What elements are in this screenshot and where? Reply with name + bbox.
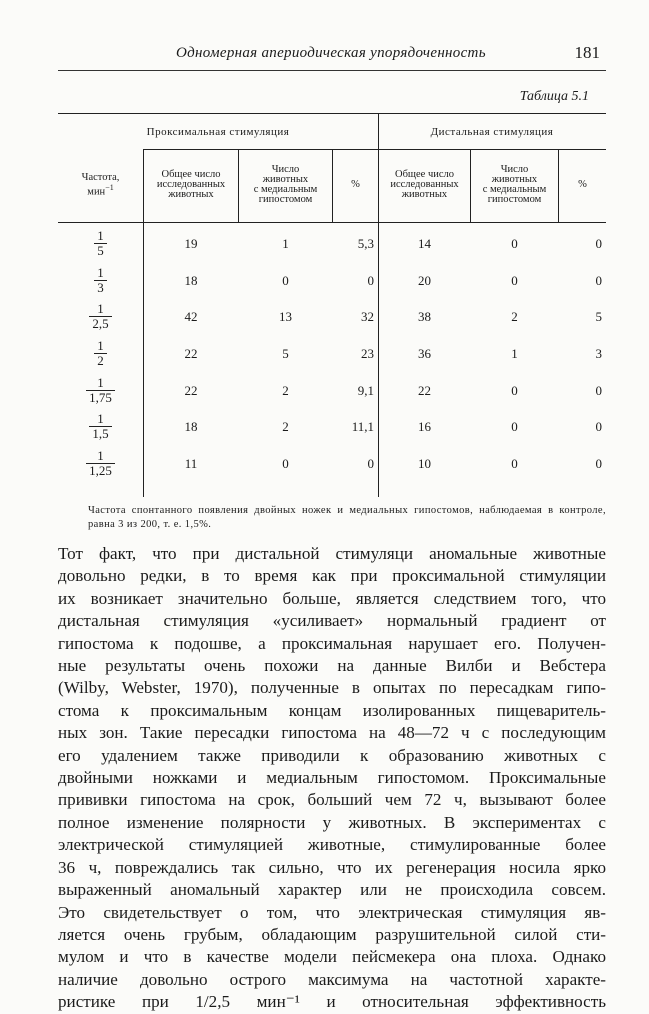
body-line: их возникает значительно больше, является следствием того, что	[58, 588, 606, 608]
frequency-cell	[58, 372, 143, 409]
body-line: гипостома к подошве, а проксимальная нарушает его. Получен-	[58, 633, 606, 653]
table-cell-p-pct: 0	[367, 272, 374, 288]
table-cell-p-total: 19	[184, 235, 198, 251]
frequency-fraction	[86, 376, 115, 405]
table-cell-p-total: 18	[184, 419, 198, 435]
col-head-pct-proximal: %	[351, 179, 360, 190]
table-cell-d-total: 16	[418, 419, 431, 435]
page-number: 181	[574, 43, 600, 62]
table-cell-d-pct: 3	[595, 345, 602, 361]
col-head-frequency-line1: Частота,	[81, 171, 120, 183]
body-line: мулом и что в качестве модели пейсмекера она плоха. Однако	[58, 947, 606, 967]
table-cell-p-pct: 11,1	[351, 419, 374, 435]
group-heading-proximal: Проксимальная стимуляция	[146, 125, 290, 138]
col-head-line: гипостомом	[487, 194, 542, 205]
body-line: его удалением также приводили к образованию животных с	[58, 745, 606, 765]
fraction-denominator: 1,25	[86, 463, 115, 478]
col-head-line: гипостомом	[258, 194, 313, 205]
frequency-cell	[58, 335, 143, 372]
table-label: Таблица 5.1	[519, 89, 589, 104]
table-cell-d-pct: 0	[595, 419, 602, 435]
table-cell-d-pct: 0	[595, 382, 602, 398]
body-line: 36 ч, повреждались так сильно, что их регенерация носила ярко	[58, 857, 606, 877]
fraction-denominator: 1,75	[86, 390, 115, 405]
col-head-line: Число	[271, 164, 300, 175]
col-head-pct-distal: %	[578, 179, 587, 190]
table-cell-d-count: 0	[511, 382, 518, 398]
body-line: Тот факт, что при дистальной стимуляци аномальные животные	[58, 544, 606, 563]
fraction-denominator: 2,5	[89, 316, 111, 331]
frequency-cell	[58, 262, 143, 299]
table-cell-d-pct: 5	[595, 309, 602, 325]
col-head-count-proximal	[239, 153, 332, 217]
col-head-line: животных	[401, 189, 448, 200]
page-header	[58, 38, 606, 71]
table-cell-p-total: 18	[184, 272, 198, 288]
col-head-line: с медиальным	[253, 184, 318, 195]
group-heading-distal: Дистальная стимуляция	[430, 125, 554, 138]
table-cell-p-pct: 0	[367, 456, 374, 472]
frequency-cell	[58, 298, 143, 335]
fraction-numerator: 1	[97, 337, 104, 353]
group-rule-distal	[378, 149, 606, 150]
frequency-fraction	[89, 412, 111, 441]
table-cell-p-total: 22	[184, 382, 198, 398]
body-text	[58, 543, 606, 1014]
table-cell-p-total: 22	[184, 345, 198, 361]
table-cell-d-total: 14	[418, 235, 431, 251]
frequency-cell	[58, 225, 143, 262]
table-cell-d-total: 10	[418, 456, 431, 472]
table-top-rule	[58, 113, 606, 114]
fraction-denominator: 3	[94, 280, 107, 295]
fraction-denominator: 5	[94, 243, 107, 258]
fraction-denominator: 1,5	[89, 426, 111, 441]
col-head-line: с медиальным	[482, 184, 547, 195]
col-head-frequency-unit-wrap	[87, 183, 113, 198]
table-cell-p-pct: 23	[361, 345, 374, 361]
body-line: довольно редки, в то время как при проксимальной стимуляции	[58, 566, 606, 586]
body-line: ристике при 1/2,5 мин⁻¹ и относительная эффективность	[58, 992, 606, 1012]
table-cell-p-count: 0	[282, 272, 289, 288]
col-head-count-distal	[471, 153, 558, 217]
col-head-frequency	[58, 153, 143, 217]
table-cell-p-pct: 9,1	[357, 382, 374, 398]
table-cell-d-count: 0	[511, 272, 518, 288]
col-head-line: Общее число	[161, 169, 221, 180]
table-cell-d-count: 0	[511, 419, 518, 435]
frequency-cell	[58, 409, 143, 446]
col-head-frequency-line2: мин	[87, 186, 106, 198]
fraction-numerator: 1	[97, 448, 104, 464]
col-head-line: животных	[168, 189, 214, 200]
table-cell-d-count: 0	[511, 456, 518, 472]
body-line: дистальная стимуляция «усиливает» нормальный градиент от	[58, 611, 606, 631]
table-cell-p-count: 1	[282, 235, 289, 251]
body-line: электрической стимуляцией животные, стимулированные более	[58, 835, 606, 855]
table-cell-d-count: 2	[511, 309, 518, 325]
body-line: двойными ножками и медиальным гипостомом. Проксимальные	[58, 768, 606, 788]
body-line: выраженный аномальный характер или не происходила совсем.	[58, 880, 606, 900]
running-title: Одномерная апериодическая упорядоченность	[176, 45, 486, 61]
fraction-numerator: 1	[97, 227, 104, 243]
fraction-numerator: 1	[97, 374, 104, 390]
col-head-frequency-exp: −1	[105, 182, 114, 192]
table-cell-p-pct: 32	[361, 309, 374, 325]
fraction-numerator: 1	[97, 411, 104, 427]
body-line: полное изменение полярности у животных. В экспериментах с	[58, 812, 606, 832]
body-line: стома к проксимальным концам изолированных пищеваритель-	[58, 700, 606, 720]
frequency-fraction	[94, 266, 107, 295]
table-cell-d-total: 36	[418, 345, 431, 361]
frequency-cell	[58, 445, 143, 482]
fraction-denominator: 2	[94, 353, 107, 368]
table-cell-d-count: 1	[511, 345, 518, 361]
col-head-total-proximal	[144, 153, 238, 217]
col-head-line: исследованных	[156, 179, 226, 190]
frequency-fraction	[94, 339, 107, 368]
header-bottom-rule	[58, 222, 606, 223]
table-cell-p-count: 0	[282, 456, 289, 472]
table-cell-d-pct: 0	[595, 456, 602, 472]
table-cell-d-total: 20	[418, 272, 431, 288]
table-cell-d-count: 0	[511, 235, 518, 251]
table-cell-p-count: 2	[282, 419, 289, 435]
frequency-fraction	[89, 302, 111, 331]
col-head-line: исследованных	[390, 179, 459, 190]
table-cell-p-count: 13	[279, 309, 292, 325]
table-cell-p-total: 11	[184, 456, 198, 472]
body-line: наличие довольно острого максимума на частотной характе-	[58, 969, 606, 989]
col-head-line: Число	[500, 164, 529, 175]
table-cell-d-pct: 0	[595, 272, 602, 288]
col-head-total-distal	[379, 153, 470, 217]
table-cell-p-count: 2	[282, 382, 289, 398]
body-line: ные результаты очень похожи на данные Вилби и Вебстера	[58, 656, 606, 676]
col-head-line: животных	[491, 174, 538, 185]
frequency-fraction	[94, 229, 107, 258]
frequency-fraction	[86, 449, 115, 478]
table-cell-p-pct: 5,3	[357, 235, 374, 251]
body-line: ляется очень грубым, обладающим разрушительной силой сти-	[58, 924, 606, 944]
body-line: прививки гипостома на срок, больший чем 72 ч, вызывают более	[58, 790, 606, 810]
body-line: Это свидетельствует о том, что электрическая стимуляция яв-	[58, 902, 606, 922]
data-table	[58, 113, 606, 500]
table-footnote: Частота спонтанного появления двойных ножек и медиальных гипостомов, наблюдаемая в контроле, равна 3 из 200, т. е. 1,5%.	[88, 505, 606, 530]
table-cell-d-total: 22	[418, 382, 431, 398]
table-cell-d-pct: 0	[595, 235, 602, 251]
table-cell-d-total: 38	[418, 309, 431, 325]
fraction-numerator: 1	[97, 264, 104, 280]
table-cell-p-total: 42	[184, 309, 198, 325]
col-head-line: животных	[262, 174, 309, 185]
fraction-numerator: 1	[97, 301, 104, 317]
table-cell-p-count: 5	[282, 345, 289, 361]
group-rule-proximal	[143, 149, 378, 150]
body-line: ных зон. Такие пересадки гипостома на 48—72 ч с последующим	[58, 723, 606, 743]
body-line: (Wilby, Webster, 1970), полученные в опытах по пересадкам гипо-	[58, 678, 606, 698]
col-head-line: Общее число	[394, 169, 454, 180]
